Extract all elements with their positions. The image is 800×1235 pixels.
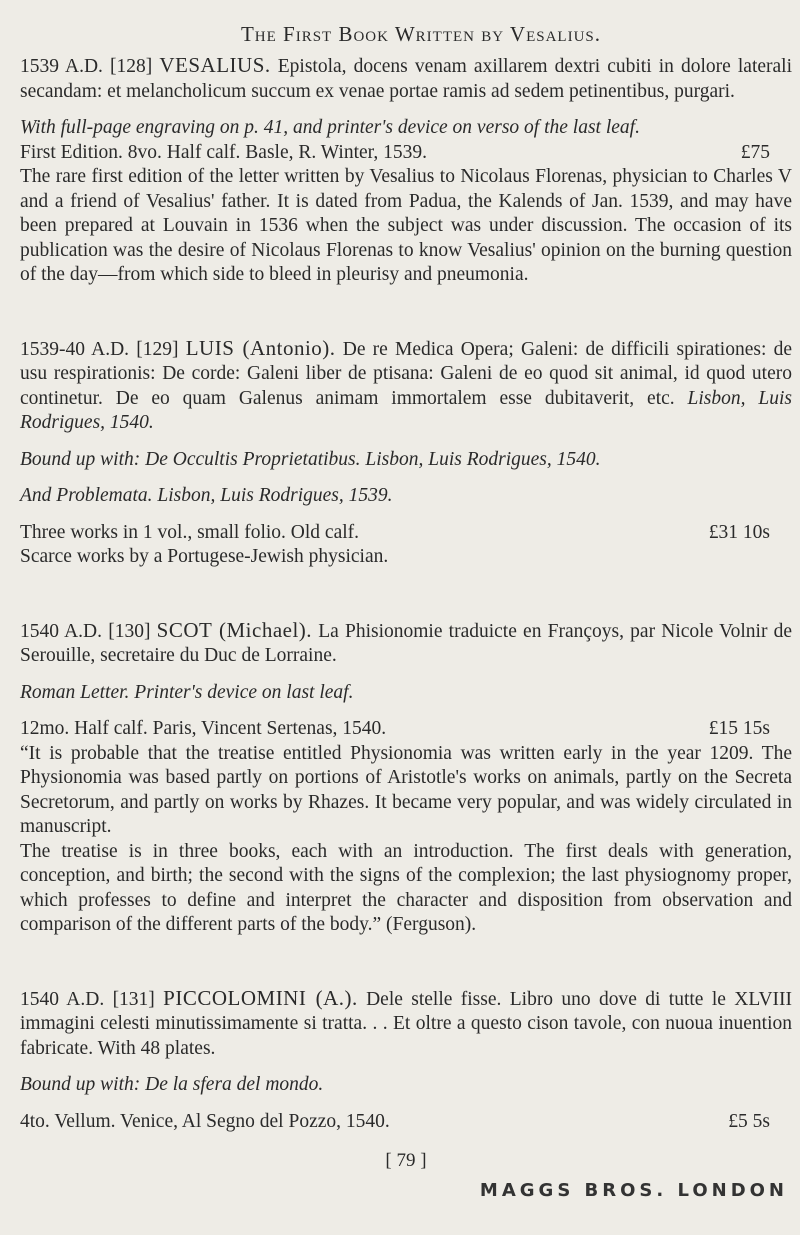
entry-bound-with: Bound up with: De Occultis Proprietatibus. Lisbon, Luis Rodrigues, 1540. xyxy=(20,448,601,470)
entry-price: £75 xyxy=(740,141,770,163)
publisher-imprint: MAGGS BROS. LONDON xyxy=(479,1180,788,1201)
entry-number: [128] xyxy=(110,56,153,77)
catalogue-entry xyxy=(20,336,792,570)
entry-price: £15 15s xyxy=(708,718,770,739)
entry-number: [131] xyxy=(112,988,155,1010)
entry-format: 4to. Vellum. Venice, Al Segno del Pozzo, 1540. xyxy=(20,1110,390,1132)
catalogue-page xyxy=(20,22,792,1172)
entry-format: First Edition. 8vo. Half calf. Basle, R. Winter, 1539. xyxy=(20,141,427,163)
entry-date: 1539-40 A.D. xyxy=(20,338,130,360)
entry-description: Scarce works by a Portugese-Jewish physician. xyxy=(20,546,389,567)
catalogue-entry xyxy=(20,618,792,938)
entry-date: 1540 A.D. xyxy=(20,620,103,642)
entry-note: Roman Letter. Printer's device on last leaf. xyxy=(20,681,354,703)
entry-format: 12mo. Half calf. Paris, Vincent Sertenas, 1540. xyxy=(20,718,387,739)
entry-author: PICCOLOMINI (A.). xyxy=(163,985,358,1010)
entry-bound-with: Bound up with: De la sfera del mondo. xyxy=(20,1074,324,1095)
entry-date: 1539 A.D. xyxy=(20,56,103,77)
catalogue-entry xyxy=(20,986,792,1135)
entry-author: VESALIUS. xyxy=(159,53,271,77)
page-header: The First Book Written by Vesalius. xyxy=(240,22,602,46)
entry-title: Epistola, docens venam axillarem dextri cubiti in dolore laterali secandam: et melancholicum succum ex venae portae ramis ad sedem petinentibus, purgari. xyxy=(20,56,793,102)
entry-format: Three works in 1 vol., small folio. Old calf. xyxy=(20,521,360,543)
entry-title: De re Medica Opera; Galeni: de difficili spirationes: de usu respirationis: De corde: Galeni liber de ptisana: Galeni de eo quod sit animal, id quod utero continetur. De eo quam Galenus animam immortalem esse dubitaverit, etc. xyxy=(20,338,792,409)
entry-price: £31 10s xyxy=(708,521,770,543)
entry-imprint: Lisbon, Luis Rodrigues, 1540. xyxy=(20,387,792,433)
entry-bound-with: And Problemata. Lisbon, Luis Rodrigues, 1539. xyxy=(20,485,393,506)
page-number: [ 79 ] xyxy=(385,1150,427,1171)
entry-description: The rare first edition of the letter written by Vesalius to Nicolaus Florenas, physician to Charles V and a friend of Vesalius' father. It is dated from Padua, the Kalends of Jan. 1539, and may have been prepared at Louvain in 1536 when the subject was under discussion. The occasion of its publication was the desire of Nicolaus Florenas to know Vesalius' opinion on the burning question of the day—from which side to bleed in pleurisy and pneumonia. xyxy=(20,166,792,285)
entry-title: La Phisionomie traduicte en Françoys, par Nicole Volnir de Serouille, secretaire du Duc de Lorraine. xyxy=(20,620,793,666)
entry-number: [130] xyxy=(108,620,151,642)
entry-description: “It is probable that the treatise entitled Physionomia was written early in the year 1209. The Physionomia was based partly on portions of Aristotle's works on animals, partly on the Secreta Secretorum, and partly on works by Rhazes. It became very popular, and was widely circulated in manuscript. xyxy=(20,742,792,837)
entry-author: SCOT (Michael). xyxy=(156,617,313,642)
entry-description-continued: The treatise is in three books, each with an introduction. The first deals with generation, conception, and birth; the second with the signs of the complexion; the last physiognomy proper, which professes to define and interpret the character and disposition from observation and comparison of the different parts of the body.” (Ferguson). xyxy=(20,840,792,935)
entry-title: Dele stelle fisse. Libro uno dove di tutte le XLVIII immagini celesti minutissimamente si tratta. . . Et oltre a questo cison tavole, con nuoua inuention fabricate. With 48 plates. xyxy=(20,988,793,1059)
entry-number: [129] xyxy=(136,338,179,360)
entry-price: £5 5s xyxy=(728,1110,770,1132)
entry-author: LUIS (Antonio). xyxy=(185,335,336,360)
catalogue-entry xyxy=(20,53,792,288)
entry-note: With full-page engraving on p. 41, and printer's device on verso of the last leaf. xyxy=(20,117,640,138)
entry-date: 1540 A.D. xyxy=(20,988,105,1010)
